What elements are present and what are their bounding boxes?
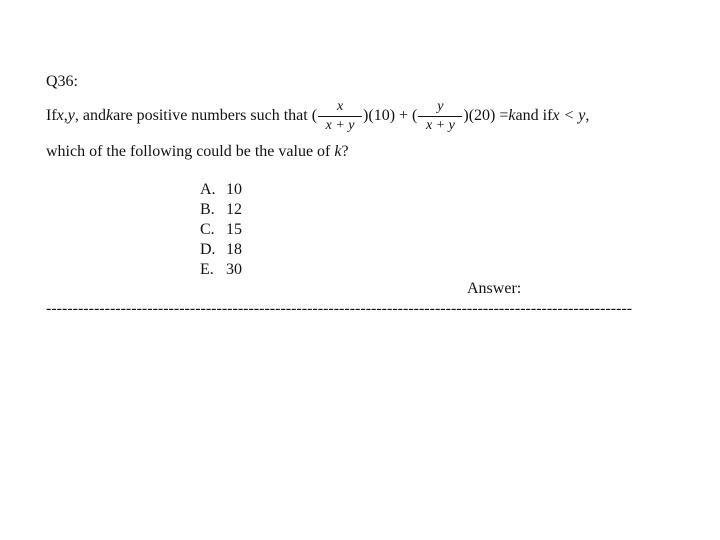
stem-text: which of the following could be the value of — [46, 143, 335, 160]
stem-text: )(20) = — [463, 107, 509, 124]
choice-value: 30 — [226, 261, 242, 278]
stem-text: )(10) + ( — [363, 107, 418, 124]
choice-letter: E. — [200, 261, 214, 278]
choice-letter: D. — [200, 241, 216, 258]
fraction-numerator: x — [336, 98, 344, 114]
stem-text: ? — [341, 143, 349, 160]
stem-text: , — [585, 107, 590, 124]
choice-letter: A. — [200, 181, 216, 198]
fraction-numerator: y — [437, 98, 444, 114]
choice-letter: B. — [200, 201, 215, 218]
fraction-y-over-x-plus-y — [418, 99, 462, 134]
stem-text: , — [63, 107, 68, 124]
dashed-divider: -------------------------------------------------------------------------------------------------------------- — [46, 300, 633, 317]
variable-y: y — [67, 107, 75, 124]
question-stem-line-1 — [46, 96, 589, 136]
stem-text: If — [46, 107, 57, 124]
answer-label: Answer: — [467, 280, 522, 297]
fraction-denominator: x + y — [325, 117, 355, 133]
stem-text: , and — [74, 107, 106, 124]
stem-text: and if — [515, 107, 553, 124]
stem-text: are positive numbers such that ( — [113, 107, 318, 124]
fraction-x-over-x-plus-y — [318, 99, 362, 134]
variable-x: x — [56, 107, 64, 124]
choice-value: 12 — [226, 201, 242, 218]
answer-choices — [200, 180, 242, 280]
choice-letter: C. — [200, 221, 215, 238]
variable-k: k — [508, 107, 516, 124]
question-stem-line-2 — [46, 143, 349, 161]
question-number: Q36: — [46, 73, 78, 90]
choice-c[interactable] — [200, 220, 242, 240]
choice-value: 18 — [226, 241, 242, 258]
condition-x-less-than-y: x < y — [552, 107, 586, 124]
variable-k: k — [105, 107, 114, 124]
choice-value: 15 — [226, 221, 242, 238]
choice-value: 10 — [226, 181, 242, 198]
variable-k: k — [334, 143, 342, 160]
choice-d[interactable] — [200, 240, 242, 260]
choice-b[interactable] — [200, 200, 242, 220]
fraction-denominator: x + y — [425, 117, 455, 133]
choice-a[interactable] — [200, 180, 242, 200]
choice-e[interactable] — [200, 260, 242, 280]
